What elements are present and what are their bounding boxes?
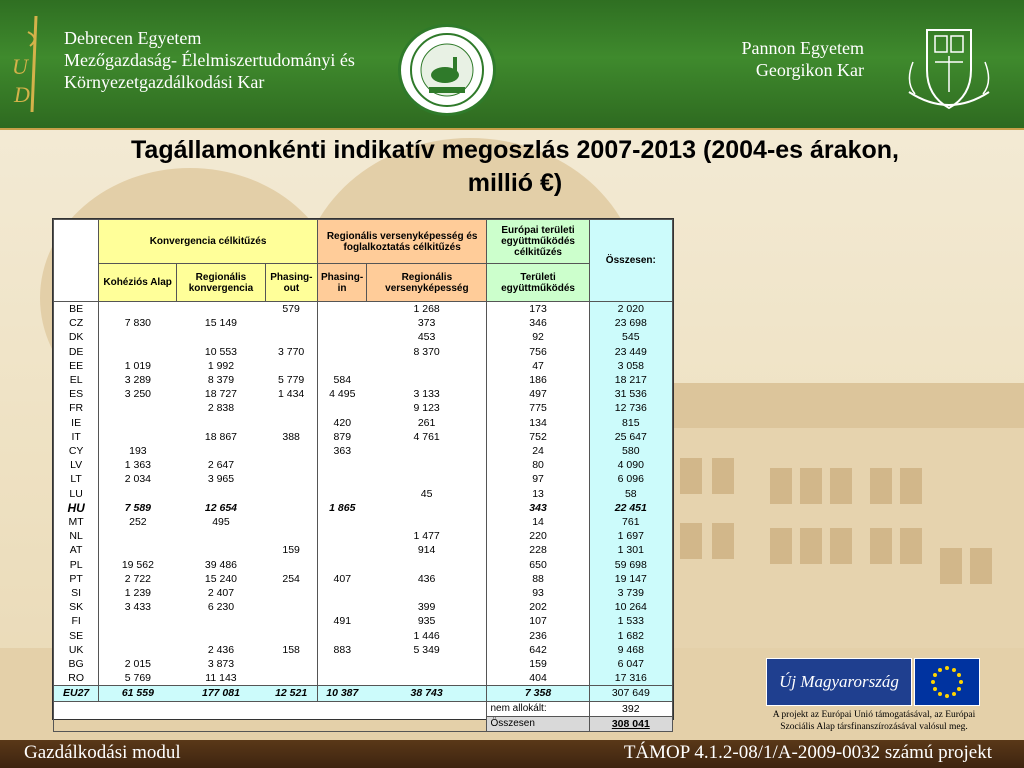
value-cell: 761 xyxy=(589,515,672,529)
country-code-cell: BE xyxy=(54,302,99,317)
value-cell xyxy=(367,657,487,671)
table-row-osszesen xyxy=(54,716,673,731)
value-cell xyxy=(265,614,317,628)
value-cell: 186 xyxy=(487,373,589,387)
footer-project-label: TÁMOP 4.1.2-08/1/A-2009-0032 számú projekt xyxy=(623,742,992,763)
value-cell: 399 xyxy=(367,600,487,614)
country-code-cell: BG xyxy=(54,657,99,671)
table-row xyxy=(54,558,673,572)
value-cell: 39 486 xyxy=(204,558,238,571)
value-cell xyxy=(265,529,317,543)
pannon-university-crest-icon xyxy=(905,22,993,114)
value-cell: 3 873 xyxy=(207,658,235,671)
value-cell: 22 451 xyxy=(589,501,672,515)
value-cell: 407 xyxy=(333,572,352,585)
value-cell xyxy=(265,657,317,671)
value-cell: 3 250 xyxy=(124,388,152,401)
value-cell: 2 838 xyxy=(207,402,235,415)
value-cell xyxy=(177,487,266,501)
svg-text:U: U xyxy=(12,54,28,79)
value-cell: 80 xyxy=(487,458,589,472)
value-cell: 3 058 xyxy=(589,359,672,373)
value-cell xyxy=(99,629,177,643)
value-cell xyxy=(99,302,177,317)
value-cell: 2 647 xyxy=(207,459,235,472)
value-cell: 8 379 xyxy=(207,374,235,387)
value-cell xyxy=(177,543,266,557)
value-cell: 343 xyxy=(487,501,589,515)
value-cell: 775 xyxy=(487,401,589,415)
value-cell: 879 xyxy=(333,430,352,443)
value-cell: 883 xyxy=(333,643,352,656)
country-code-cell: PT xyxy=(54,572,99,586)
value-cell: 261 xyxy=(367,416,487,430)
value-cell: 134 xyxy=(487,416,589,430)
right-institution xyxy=(742,37,864,81)
value-cell: 373 xyxy=(367,316,487,330)
value-cell xyxy=(265,600,317,614)
table-row xyxy=(54,629,673,643)
value-cell: 642 xyxy=(487,643,589,657)
value-cell: 3 133 xyxy=(367,387,487,401)
footer-module-label: Gazdálkodási modul xyxy=(24,742,181,763)
table-row xyxy=(54,657,673,671)
value-cell: 47 xyxy=(487,359,589,373)
value-cell xyxy=(317,302,366,317)
country-code-cell: SK xyxy=(54,600,99,614)
country-code-cell: DE xyxy=(54,345,99,359)
value-cell xyxy=(317,316,366,330)
value-cell: 18 867 xyxy=(204,430,238,443)
value-cell: 3 739 xyxy=(589,586,672,600)
subheader-reg-versenykepesseg: Regionális versenyképesség xyxy=(367,264,487,302)
value-cell: 58 xyxy=(589,487,672,501)
value-cell xyxy=(265,501,317,515)
left-institution-line: Környezetgazdálkodási Kar xyxy=(64,72,265,92)
value-cell xyxy=(265,401,317,415)
value-cell: 3 770 xyxy=(265,345,317,359)
country-code-cell: SI xyxy=(54,586,99,600)
table-row xyxy=(54,643,673,657)
value-cell: 1 697 xyxy=(589,529,672,543)
value-cell xyxy=(99,529,177,543)
value-cell xyxy=(367,671,487,686)
header-osszesen: Összesen: xyxy=(589,220,672,302)
cell: 7 358 xyxy=(487,686,589,701)
left-institution-line: Debrecen Egyetem xyxy=(64,28,202,48)
value-cell xyxy=(265,458,317,472)
country-code-cell: EL xyxy=(54,373,99,387)
value-cell: 650 xyxy=(487,558,589,572)
value-cell xyxy=(265,671,317,686)
table-row xyxy=(54,458,673,472)
value-cell xyxy=(367,458,487,472)
value-cell: 14 xyxy=(487,515,589,529)
table-row xyxy=(54,359,673,373)
allocation-table xyxy=(52,218,674,730)
eu-flag-icon xyxy=(914,658,980,706)
value-cell: 24 xyxy=(487,444,589,458)
value-cell: 1 301 xyxy=(589,543,672,557)
value-cell: 13 xyxy=(487,487,589,501)
right-institution-line: Georgikon Kar xyxy=(755,60,864,80)
svg-text:D: D xyxy=(14,82,30,107)
slide-title-line: Tagállamonkénti indikatív megoszlás 2007-2013 (2004-es árakon, xyxy=(131,136,899,164)
value-cell: 404 xyxy=(487,671,589,686)
value-cell xyxy=(177,529,266,543)
value-cell: 6 047 xyxy=(589,657,672,671)
country-code-cell: EE xyxy=(54,359,99,373)
value-cell xyxy=(317,600,366,614)
value-cell: 10 264 xyxy=(589,600,672,614)
value-cell: 93 xyxy=(487,586,589,600)
cell: 38 743 xyxy=(367,686,487,701)
value-cell: 2 015 xyxy=(124,658,152,671)
value-cell: 5 349 xyxy=(367,643,487,657)
value-cell: 17 316 xyxy=(589,671,672,686)
country-code-cell: RO xyxy=(54,671,99,686)
value-cell: 4 090 xyxy=(589,458,672,472)
value-cell xyxy=(99,614,177,628)
value-cell xyxy=(367,586,487,600)
value-cell xyxy=(317,515,366,529)
subheader-kohezios: Kohéziós Alap xyxy=(99,264,177,302)
value-cell: 8 370 xyxy=(367,345,487,359)
value-cell: 59 698 xyxy=(589,558,672,572)
value-cell: 3 289 xyxy=(124,374,152,387)
table-body xyxy=(54,302,673,686)
country-code-cell: LT xyxy=(54,472,99,486)
value-cell: 2 020 xyxy=(589,302,672,317)
value-cell: 3 965 xyxy=(207,473,235,486)
header-band xyxy=(0,0,1024,130)
value-cell xyxy=(317,671,366,686)
value-cell xyxy=(99,643,177,657)
slide-title xyxy=(60,134,970,200)
country-code-cell: CY xyxy=(54,444,99,458)
value-cell: 23 449 xyxy=(589,345,672,359)
value-cell: 453 xyxy=(367,330,487,344)
country-code-cell: LV xyxy=(54,458,99,472)
value-cell: 236 xyxy=(487,629,589,643)
value-cell: 10 553 xyxy=(204,345,238,358)
value-cell: 19 562 xyxy=(121,558,154,571)
value-cell xyxy=(177,444,266,458)
country-code-cell: PL xyxy=(54,558,99,572)
value-cell: 252 xyxy=(129,516,147,529)
value-cell: 436 xyxy=(367,572,487,586)
value-cell: 173 xyxy=(487,302,589,317)
value-cell: 23 698 xyxy=(589,316,672,330)
value-cell xyxy=(317,558,366,572)
value-cell xyxy=(367,515,487,529)
value-cell: 752 xyxy=(487,430,589,444)
value-cell xyxy=(177,614,266,628)
value-cell: 15 240 xyxy=(204,572,238,585)
value-cell: 1 019 xyxy=(124,359,152,372)
value-cell: 6 096 xyxy=(589,472,672,486)
value-cell: 363 xyxy=(333,445,352,458)
value-cell: 19 147 xyxy=(589,572,672,586)
eu-support-note: A projekt az Európai Unió támogatásával, az Európai Szociális Alap társfinanszírozásával valósul meg. xyxy=(772,710,976,732)
table-row xyxy=(54,401,673,415)
value-cell xyxy=(99,345,177,359)
table-row xyxy=(54,387,673,401)
value-cell: 4 761 xyxy=(367,430,487,444)
table-row xyxy=(54,330,673,344)
value-cell: 31 536 xyxy=(589,387,672,401)
table-row xyxy=(54,430,673,444)
value-cell xyxy=(99,416,177,430)
table-row-eu27 xyxy=(54,686,673,701)
value-cell xyxy=(317,629,366,643)
value-cell xyxy=(265,515,317,529)
value-cell xyxy=(177,302,266,317)
value-cell xyxy=(177,416,266,430)
country-code-cell: FI xyxy=(54,614,99,628)
value-cell: 495 xyxy=(212,516,230,529)
country-code-cell: NL xyxy=(54,529,99,543)
table-row xyxy=(54,529,673,543)
value-cell xyxy=(317,529,366,543)
value-cell xyxy=(177,629,266,643)
header-regionalis: Regionális versenyképesség és foglalkoztatás célkitűzés xyxy=(317,220,487,264)
value-cell xyxy=(177,330,266,344)
table-row xyxy=(54,416,673,430)
value-cell: 388 xyxy=(265,430,317,444)
value-cell xyxy=(367,472,487,486)
cell: 61 559 xyxy=(99,686,177,701)
value-cell xyxy=(265,586,317,600)
value-cell xyxy=(265,316,317,330)
country-code-cell: MT xyxy=(54,515,99,529)
value-cell xyxy=(317,330,366,344)
value-cell: 815 xyxy=(589,416,672,430)
nem-allokalt-value: 392 xyxy=(589,701,672,716)
table-row xyxy=(54,515,673,529)
value-cell xyxy=(265,416,317,430)
value-cell: 25 647 xyxy=(589,430,672,444)
value-cell: 580 xyxy=(589,444,672,458)
value-cell xyxy=(367,501,487,515)
table-row xyxy=(54,543,673,557)
table-row xyxy=(54,345,673,359)
value-cell xyxy=(99,430,177,444)
value-cell: 2 407 xyxy=(207,587,235,600)
left-institution xyxy=(64,27,355,93)
subheader-phasing-in: Phasing-in xyxy=(317,264,366,302)
cell: 10 387 xyxy=(317,686,366,701)
value-cell: 420 xyxy=(333,416,352,429)
value-cell xyxy=(367,373,487,387)
country-code-cell: ES xyxy=(54,387,99,401)
value-cell: 45 xyxy=(367,487,487,501)
country-code-cell: LU xyxy=(54,487,99,501)
value-cell: 97 xyxy=(487,472,589,486)
value-cell: 92 xyxy=(487,330,589,344)
value-cell: 9 468 xyxy=(589,643,672,657)
value-cell: 193 xyxy=(129,445,147,458)
country-code-cell: AT xyxy=(54,543,99,557)
value-cell: 159 xyxy=(487,657,589,671)
value-cell xyxy=(265,487,317,501)
value-cell xyxy=(367,359,487,373)
value-cell: 18 217 xyxy=(589,373,672,387)
value-cell: 228 xyxy=(487,543,589,557)
table-row xyxy=(54,671,673,686)
value-cell: 1 992 xyxy=(207,359,235,372)
eu-support-logos xyxy=(766,658,978,706)
table-row xyxy=(54,572,673,586)
value-cell xyxy=(99,401,177,415)
cell: 177 081 xyxy=(177,686,266,701)
value-cell: 1 268 xyxy=(367,302,487,317)
value-cell xyxy=(99,543,177,557)
value-cell xyxy=(317,472,366,486)
country-code-cell: FR xyxy=(54,401,99,415)
right-institution-line: Pannon Egyetem xyxy=(741,38,864,58)
header-konvergencia: Konvergencia célkitűzés xyxy=(99,220,318,264)
value-cell: 5 769 xyxy=(124,672,152,685)
value-cell: 88 xyxy=(487,572,589,586)
subheader-phasing-out: Phasing-out xyxy=(265,264,317,302)
value-cell: 1 446 xyxy=(367,629,487,643)
university-debrecen-logo xyxy=(10,12,50,116)
header-europai: Európai területi együttműködés célkitűzés xyxy=(487,220,589,264)
value-cell: 202 xyxy=(487,600,589,614)
value-cell: 6 230 xyxy=(207,601,235,614)
country-code-cell: CZ xyxy=(54,316,99,330)
value-cell: 584 xyxy=(333,374,352,387)
country-code-cell: DK xyxy=(54,330,99,344)
value-cell: 914 xyxy=(367,543,487,557)
value-cell xyxy=(265,558,317,572)
faculty-seal-icon xyxy=(398,24,496,116)
table-row xyxy=(54,600,673,614)
value-cell: 7 589 xyxy=(124,501,152,514)
value-cell: 1 477 xyxy=(367,529,487,543)
value-cell: 3 433 xyxy=(124,601,152,614)
value-cell xyxy=(367,444,487,458)
nem-allokalt-label: nem allokált: xyxy=(487,701,589,716)
value-cell xyxy=(367,558,487,572)
table-row xyxy=(54,487,673,501)
value-cell xyxy=(265,330,317,344)
value-cell xyxy=(265,444,317,458)
uj-magyarorszag-logo: Új Magyarország xyxy=(766,658,912,706)
subheader-reg-konvergencia: Regionális konvergencia xyxy=(177,264,266,302)
table-row xyxy=(54,302,673,317)
value-cell xyxy=(317,657,366,671)
value-cell: 346 xyxy=(487,316,589,330)
table-row xyxy=(54,316,673,330)
country-code-cell: SE xyxy=(54,629,99,643)
left-institution-line: Mezőgazdaság- Élelmiszertudományi és xyxy=(64,50,355,70)
cell: EU27 xyxy=(54,686,99,701)
value-cell xyxy=(99,330,177,344)
value-cell xyxy=(265,629,317,643)
value-cell xyxy=(317,487,366,501)
value-cell xyxy=(317,359,366,373)
table-row xyxy=(54,472,673,486)
value-cell: 12 736 xyxy=(589,401,672,415)
value-cell: 491 xyxy=(333,615,352,628)
value-cell: 9 123 xyxy=(367,401,487,415)
osszesen-value: 308 041 xyxy=(589,716,672,731)
value-cell xyxy=(317,458,366,472)
value-cell: 220 xyxy=(487,529,589,543)
table-row xyxy=(54,501,673,515)
value-cell: 2 722 xyxy=(124,572,152,585)
value-cell: 497 xyxy=(487,387,589,401)
value-cell: 1 363 xyxy=(124,459,152,472)
country-code-cell: IT xyxy=(54,430,99,444)
value-cell: 2 034 xyxy=(124,473,152,486)
value-cell xyxy=(265,472,317,486)
country-code-cell: IE xyxy=(54,416,99,430)
country-code-cell: UK xyxy=(54,643,99,657)
table-row xyxy=(54,444,673,458)
cell: 307 649 xyxy=(589,686,672,701)
value-cell: 1 865 xyxy=(329,501,356,514)
table-row-nem-allokalt xyxy=(54,701,673,716)
value-cell xyxy=(317,586,366,600)
value-cell: 1 682 xyxy=(589,629,672,643)
value-cell xyxy=(265,359,317,373)
osszesen-label: Összesen xyxy=(487,716,589,731)
value-cell: 5 779 xyxy=(265,373,317,387)
slide-title-line: millió €) xyxy=(467,169,563,197)
value-cell: 11 143 xyxy=(205,672,237,685)
value-cell: 545 xyxy=(589,330,672,344)
table-row xyxy=(54,373,673,387)
value-cell: 159 xyxy=(265,543,317,557)
value-cell: 4 495 xyxy=(329,388,356,401)
value-cell xyxy=(317,401,366,415)
subheader-teruleti: Területi együttműködés xyxy=(487,264,589,302)
value-cell: 935 xyxy=(367,614,487,628)
country-code-cell: HU xyxy=(54,501,99,515)
value-cell: 254 xyxy=(265,572,317,586)
table-row xyxy=(54,614,673,628)
value-cell: 1 434 xyxy=(265,387,317,401)
value-cell xyxy=(317,345,366,359)
value-cell: 7 830 xyxy=(124,317,152,330)
value-cell: 579 xyxy=(265,302,317,317)
value-cell: 107 xyxy=(487,614,589,628)
value-cell: 15 149 xyxy=(204,317,238,330)
value-cell: 12 654 xyxy=(204,501,238,514)
value-cell: 2 436 xyxy=(207,643,235,656)
value-cell xyxy=(99,487,177,501)
value-cell: 158 xyxy=(265,643,317,657)
table-row xyxy=(54,586,673,600)
value-cell xyxy=(317,543,366,557)
cell: 12 521 xyxy=(265,686,317,701)
value-cell: 1 533 xyxy=(589,614,672,628)
value-cell: 1 239 xyxy=(124,587,152,600)
value-cell: 756 xyxy=(487,345,589,359)
value-cell: 18 727 xyxy=(204,388,238,401)
